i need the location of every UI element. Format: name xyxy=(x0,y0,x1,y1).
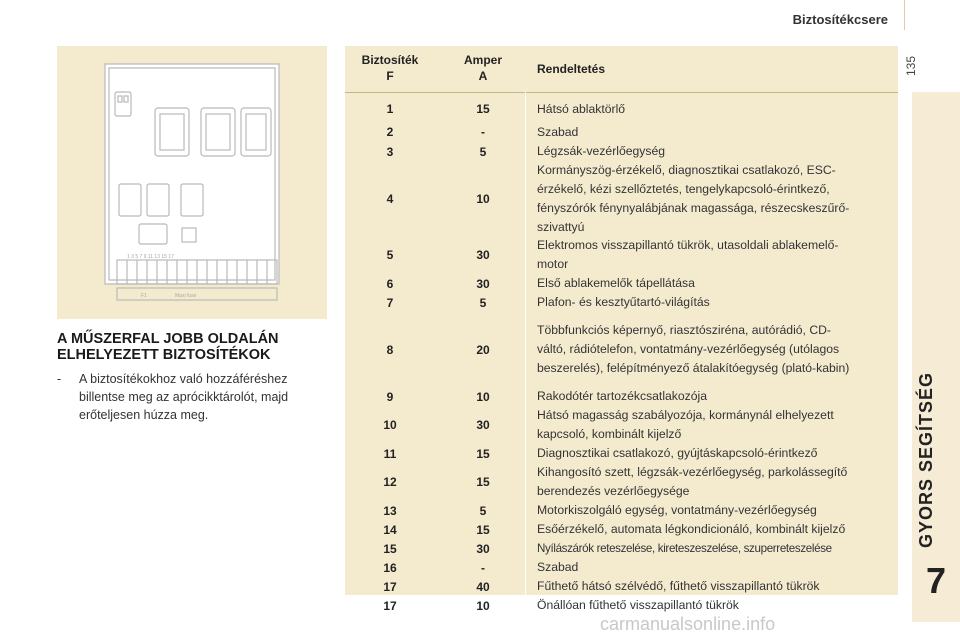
cell-amp: 30 xyxy=(476,418,490,432)
cell-purpose-line: Légzsák-vezérlőegység xyxy=(537,144,666,158)
cell-amp: 15 xyxy=(476,102,490,116)
cell-amp: 15 xyxy=(476,475,490,489)
cell-fuse: 1 xyxy=(386,102,394,116)
cell-fuse: 8 xyxy=(386,342,394,357)
side-chapter-number: 7 xyxy=(925,560,947,601)
cell-amp: 30 xyxy=(476,541,490,556)
instruction-dash: - xyxy=(57,372,62,386)
cell-purpose-line: Elektromos visszapillantó tükrök, utasoldali ablakemelő- xyxy=(537,238,839,252)
cell-purpose-line: Hátsó ablaktörlő xyxy=(537,101,626,116)
table-row xyxy=(345,236,898,274)
table-row xyxy=(345,406,898,444)
cell-purpose xyxy=(537,387,892,406)
cell-purpose-line: Fűthető hátsó szélvédő, fűthető visszapillantó tükrök xyxy=(537,579,820,593)
cell-purpose xyxy=(537,312,892,387)
cell-fuse: 10 xyxy=(383,418,397,432)
cell-fuse: 13 xyxy=(383,503,397,518)
cell-purpose-line: Önállóan fűthető visszapillantó tükrök xyxy=(537,598,739,612)
cell-fuse: 11 xyxy=(383,446,397,461)
cell-amp: 15 xyxy=(476,446,490,461)
cell-amp: 10 xyxy=(476,389,490,404)
cell-purpose-line: kapcsoló, kombinált kijelző xyxy=(537,427,682,441)
cell-amp: - xyxy=(481,560,485,575)
table-row xyxy=(345,501,898,520)
cell-amp: 10 xyxy=(476,598,490,613)
cell-purpose xyxy=(537,577,892,596)
cell-amp: 5 xyxy=(479,295,487,310)
header-amp: Amper A xyxy=(463,53,502,83)
cell-purpose-line: berendezés vezérlőegysége xyxy=(537,484,690,498)
cell-purpose-line: Esőérzékelő, automata légkondicionáló, kombinált kijelző xyxy=(537,522,846,536)
fuse-table xyxy=(345,46,898,613)
cell-purpose xyxy=(537,96,892,122)
cell-fuse: 16 xyxy=(383,560,397,575)
cell-fuse: 2 xyxy=(386,125,394,139)
cell-amp: - xyxy=(481,125,485,139)
cell-purpose xyxy=(537,406,892,444)
table-row xyxy=(345,161,898,236)
cell-purpose-line: motor xyxy=(537,257,569,271)
cell-amp: 20 xyxy=(476,342,490,357)
cell-purpose-line: Első ablakemelők tápellátása xyxy=(537,276,695,290)
cell-purpose xyxy=(537,142,892,161)
cell-fuse: 17 xyxy=(383,598,397,613)
fuse-box-figure xyxy=(57,46,327,319)
cell-amp: 30 xyxy=(476,276,490,291)
cell-purpose-line: váltó, rádiótelefon, vontatmány-vezérlőegység (utólagos xyxy=(537,342,840,356)
header-purpose: Rendeltetés xyxy=(537,62,606,76)
cell-purpose xyxy=(537,463,892,501)
cell-purpose xyxy=(537,558,892,577)
cell-fuse: 17 xyxy=(383,579,397,594)
cell-purpose-line: Diagnosztikai csatlakozó, gyújtáskapcsoló-érintkező xyxy=(537,446,818,460)
table-header xyxy=(345,46,898,93)
cell-purpose xyxy=(537,520,892,539)
instruction-item xyxy=(57,370,322,424)
cell-purpose-line: fényszórók fénynyalábjának magassága, részecskeszűrő- xyxy=(537,200,850,215)
cell-purpose-line: Nyílászárók reteszelése, kireteszeszelése, szuperreteszelése xyxy=(537,542,832,555)
cell-purpose-line: beszerelés), felépítményező átalakítóegység (plató-kabin) xyxy=(537,361,850,375)
fuse-box-illustration xyxy=(57,46,327,319)
cell-purpose-line: Rakodótér tartozékcsatlakozója xyxy=(537,389,708,403)
cell-purpose xyxy=(537,161,892,236)
cell-purpose-line: Szabad xyxy=(537,124,579,139)
cell-purpose-line: Többfunkciós képernyő, riasztószirénа, autórádió, CD- xyxy=(537,323,831,337)
table-row xyxy=(345,293,898,312)
section-heading-line2: ELHELYEZETT BIZTOSÍTÉKOK xyxy=(57,347,271,363)
cell-fuse: 5 xyxy=(386,248,394,262)
fuse-box-label-right: Maxi fuse xyxy=(175,293,197,299)
table-row xyxy=(345,122,898,142)
cell-purpose xyxy=(537,596,892,615)
cell-purpose xyxy=(537,539,892,558)
cell-purpose-line: Motorkiszolgáló egység, vontatmány-vezérlőegység xyxy=(537,503,817,517)
table-row xyxy=(345,444,898,463)
cell-purpose-line: szivattyú xyxy=(537,219,585,234)
cell-fuse: 4 xyxy=(386,191,394,206)
cell-amp: 30 xyxy=(476,248,490,262)
cell-purpose xyxy=(537,444,892,463)
section-heading-line1: A MŰSZERFAL JOBB OLDALÁN xyxy=(57,331,279,347)
cell-purpose xyxy=(537,122,892,142)
table-row xyxy=(345,463,898,501)
cell-purpose xyxy=(537,293,892,312)
header-rule xyxy=(904,0,905,30)
instruction-text: A biztosítékokhoz való hozzáféréshez billentse meg az aprócikktárolót, majd erőteljesen húzza meg. xyxy=(79,372,289,422)
table-row xyxy=(345,520,898,539)
side-chapter-title xyxy=(916,508,937,548)
cell-purpose-line: érzékelő, kézi szellőztetés, tengelykapcsoló-érintkező, xyxy=(537,181,830,196)
cell-amp: 5 xyxy=(479,503,487,518)
cell-purpose-line: Kormányszög-érzékelő, diagnosztikai csatlakozó, ESC- xyxy=(537,162,836,177)
table-row xyxy=(345,387,898,406)
header-title: Biztosítékcsere xyxy=(792,12,888,27)
table-row xyxy=(345,596,898,615)
table-row xyxy=(345,274,898,293)
cell-purpose-line: Kihangosító szett, légzsák-vezérlőegység, parkolássegítő xyxy=(537,465,848,479)
table-row xyxy=(345,577,898,596)
cell-fuse: 6 xyxy=(386,276,394,291)
cell-amp: 5 xyxy=(479,144,487,159)
watermark: carmanualsonline.info xyxy=(600,614,776,634)
section-heading xyxy=(57,331,337,363)
header-fuse: Biztosíték F xyxy=(361,53,419,83)
cell-fuse: 9 xyxy=(386,389,394,404)
table-row xyxy=(345,142,898,161)
fuse-box-label-left: F1 xyxy=(141,293,147,299)
cell-purpose-line: Plafon- és kesztyűtartó-világítás xyxy=(537,295,710,309)
table-row xyxy=(345,539,898,558)
cell-purpose xyxy=(537,236,892,274)
cell-fuse: 7 xyxy=(386,295,394,310)
cell-fuse: 14 xyxy=(383,522,397,537)
table-row xyxy=(345,312,898,387)
cell-fuse: 3 xyxy=(386,144,394,159)
fuse-number-labels: 1 3 5 7 9 11 13 15 17 xyxy=(127,254,174,260)
cell-fuse: 15 xyxy=(383,541,397,556)
table-row xyxy=(345,558,898,577)
cell-purpose xyxy=(537,501,892,520)
table-row xyxy=(345,96,898,122)
cell-purpose-line: Hátsó magasság szabályozója, kormánynál elhelyezett xyxy=(537,408,834,422)
cell-amp: 15 xyxy=(476,522,490,537)
cell-fuse: 12 xyxy=(383,475,397,489)
cell-purpose xyxy=(537,274,892,293)
page-number: 135 xyxy=(904,56,918,77)
cell-amp: 10 xyxy=(476,191,490,206)
cell-purpose-line: Szabad xyxy=(537,560,579,574)
cell-amp: 40 xyxy=(476,579,490,594)
